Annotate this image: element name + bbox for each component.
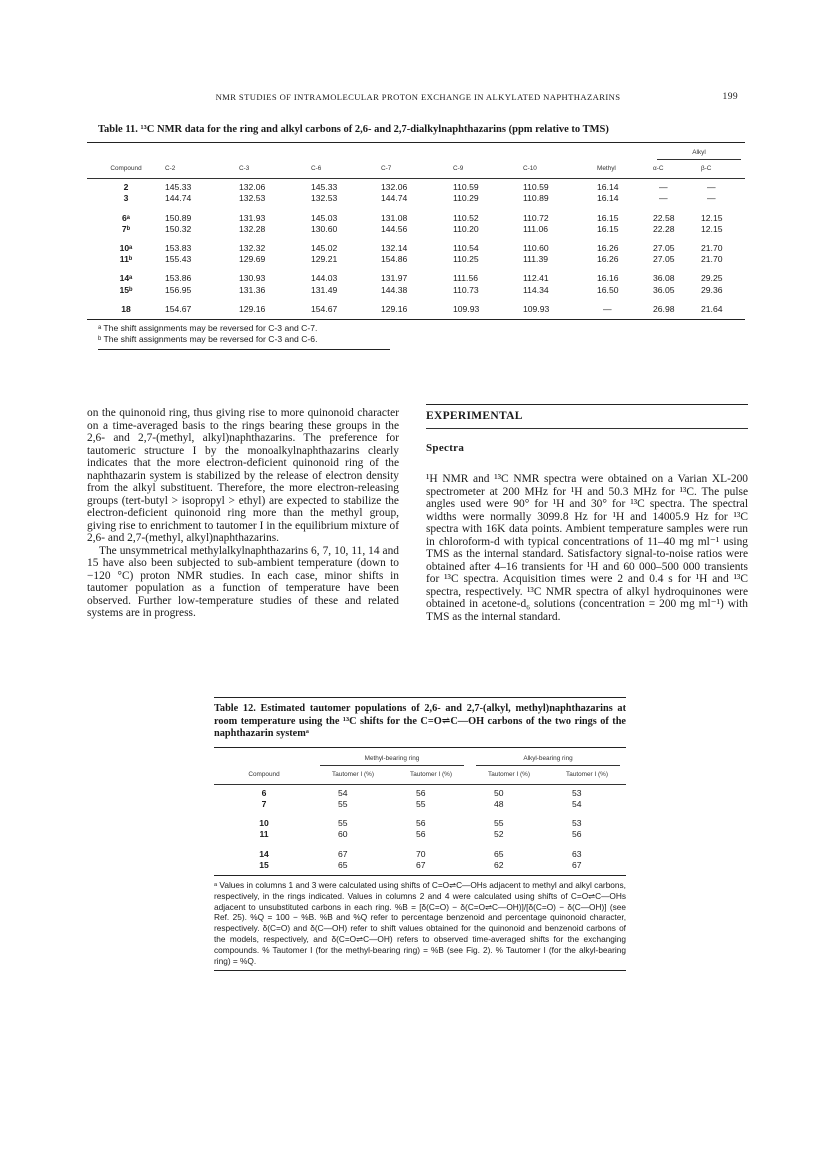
table-11-footnote-b: ᵇ The shift assignments may be reversed for C-3 and C-6.: [98, 334, 318, 345]
value-cell: 16.26: [597, 243, 619, 254]
table-row: [87, 193, 745, 204]
value-cell: 144.74: [381, 193, 408, 204]
value-cell: 131.97: [381, 273, 408, 284]
table-11-bottom-rule: [87, 319, 745, 320]
value-cell: 150.32: [165, 223, 192, 234]
value-cell: —: [603, 303, 612, 314]
value-cell: —: [659, 193, 668, 204]
value-cell: 63: [572, 848, 582, 859]
value-cell: 154.67: [311, 303, 338, 314]
value-cell: 153.83: [165, 243, 192, 254]
value-cell: 16.14: [597, 193, 619, 204]
value-cell: 53: [572, 787, 582, 798]
value-cell: —: [659, 182, 668, 193]
table-12-column-rule: [214, 784, 626, 785]
value-cell: 56: [416, 818, 426, 829]
table-row: [214, 860, 626, 871]
value-cell: 131.08: [381, 212, 408, 223]
value-cell: 16.15: [597, 212, 619, 223]
value-cell: 27.05: [653, 243, 675, 254]
value-cell: 144.74: [165, 193, 192, 204]
experimental-bottom-rule: [426, 428, 748, 429]
value-cell: 132.06: [239, 182, 266, 193]
value-cell: 110.25: [453, 254, 479, 265]
compound-cell: 7ᵇ: [121, 223, 131, 234]
compound-cell: 6ᵃ: [121, 212, 131, 223]
compound-cell: 18: [121, 303, 131, 314]
alkyl-group-label: Alkyl: [692, 149, 706, 156]
section-title-experimental: EXPERIMENTAL: [426, 410, 523, 422]
value-cell: 150.89: [165, 212, 192, 223]
compound-cell: 11: [259, 829, 269, 840]
value-cell: 110.72: [523, 212, 549, 223]
value-cell: 21.64: [701, 303, 723, 314]
value-cell: 132.53: [239, 193, 266, 204]
value-cell: 145.33: [311, 182, 338, 193]
value-cell: 129.16: [381, 303, 408, 314]
value-cell: —: [707, 182, 716, 193]
table-row: [87, 182, 745, 193]
value-cell: 55: [338, 818, 348, 829]
table-12-bottom-rule: [214, 875, 626, 876]
value-cell: 54: [572, 798, 582, 809]
value-cell: 22.28: [653, 223, 675, 234]
value-cell: 109.93: [523, 303, 550, 314]
value-cell: 16.16: [597, 273, 619, 284]
value-cell: 110.89: [523, 193, 549, 204]
value-cell: 56: [572, 829, 582, 840]
value-cell: 153.86: [165, 273, 192, 284]
col-header-c9: C-9: [453, 165, 464, 172]
group-label-alkyl-ring: Alkyl-bearing ring: [523, 754, 573, 762]
table-row: [87, 254, 745, 265]
value-cell: 48: [494, 798, 504, 809]
compound-cell: 14ᵃ: [119, 273, 133, 284]
value-cell: 16.26: [597, 254, 619, 265]
right-column: [426, 404, 748, 623]
value-cell: 29.25: [701, 273, 723, 284]
table-row: [214, 829, 626, 840]
table-12-caption: Table 12. Estimated tautomer populations of 2,6- and 2,7-(alkyl, methyl)naphthazarins at room temperature using the ¹³C shifts for the C=O⇌C—OH carbons of the two rings of the naphthazarin systemᵃ: [214, 703, 626, 739]
table-12-top-rule: [214, 697, 626, 698]
value-cell: 62: [494, 859, 504, 870]
value-cell: 65: [338, 859, 348, 870]
value-cell: 67: [416, 859, 426, 870]
value-cell: 110.60: [523, 243, 549, 254]
left-paragraph-1: on the quinonoid ring, thus giving rise to more quinonoid character on a time-averaged basis to the rings bearing these groups in the 2,6- and 2,7-(methyl, alkyl)naphthazarins. The preference for tautomeric structure I by the monoalkylnaphthazarins clearly indicates that the more electron-deficient quinonoid ring of the naphthazarin system is stabilized by the release of electron density from the alkyl substituent. Therefore, the more electron-releasing groups (tert-butyl > isopropyl > ethyl) are expected to stabilize the electron-deficient quinonoid ring more than the methyl group, giving rise to enrichment to tautomer I in the equilibrium mixture of 2,6- and 2,7-(methyl, alkyl)naphthazarins.: [87, 407, 399, 544]
table-11: [87, 124, 745, 350]
value-cell: 111.06: [523, 223, 549, 234]
value-cell: 65: [494, 848, 504, 859]
table-row: [87, 304, 745, 315]
table-12-grid: [214, 748, 626, 871]
col-header-tautomer-3: Tautomer I (%): [488, 770, 530, 778]
compound-cell: 10ᵃ: [119, 243, 133, 254]
table-row: [87, 224, 745, 235]
table-row: [214, 849, 626, 860]
value-cell: 16.15: [597, 223, 619, 234]
value-cell: 111.56: [453, 273, 479, 284]
table-row: [87, 285, 745, 296]
col-header-tautomer-2: Tautomer I (%): [410, 770, 452, 778]
value-cell: 110.59: [453, 182, 479, 193]
value-cell: 145.33: [165, 182, 192, 193]
compound-cell: 2: [123, 182, 129, 193]
value-cell: 21.70: [701, 254, 723, 265]
col-header-tautomer-1: Tautomer I (%): [332, 770, 374, 778]
value-cell: 56: [416, 787, 426, 798]
value-cell: 50: [494, 787, 504, 798]
value-cell: 110.52: [453, 212, 479, 223]
table-12-footnote-rule: [214, 970, 626, 971]
table-row: [214, 788, 626, 799]
value-cell: 144.03: [311, 273, 338, 284]
left-column: [87, 407, 399, 620]
value-cell: 16.14: [597, 182, 619, 193]
col-header-c3: C-3: [239, 165, 250, 172]
value-cell: 144.38: [381, 284, 408, 295]
value-cell: 110.20: [453, 223, 479, 234]
value-cell: 110.29: [453, 193, 479, 204]
table-12-footnote: ᵃ Values in columns 1 and 3 were calculated using shifts of C=O⇌C—OHs adjacent to methyl and alkyl carbons, respectively, in the rings indicated. Values in columns 2 and 4 were calculated using shifts of C=O⇌C—OHs adjacent to unsubstituted carbons in each ring. %B = [δ(C=O) − δ(C=O⇌C—OH)]/[δ(C=O) − δ(C—OH)] (see Ref. 25). %Q = 100 − %B. %B and %Q refer to percentage benzenoid and percentage quinonoid character, respectively. δ(C=O) and δ(C—OH) refer to shift values obtained for the quinonoid and benzenoid carbons of the models, respectively, and δ(C=O⇌C—OH) refers to observed time-averaged shifts for the exchanging compounds. % Tautomer I (for the methyl-bearing ring) = %B (see Fig. 2). % Tautomer I (for the alkyl-bearing ring) = %Q.: [214, 879, 626, 966]
value-cell: 111.39: [523, 254, 549, 265]
col-header-c2: C-2: [165, 165, 176, 172]
value-cell: 129.69: [239, 254, 266, 265]
compound-cell: 7: [261, 798, 267, 809]
value-cell: 156.95: [165, 284, 192, 295]
table-row: [87, 243, 745, 254]
experimental-top-rule: [426, 404, 748, 405]
value-cell: 55: [494, 818, 504, 829]
compound-cell: 10: [259, 818, 269, 829]
page-number: 199: [722, 92, 738, 102]
col-header-tautomer-4: Tautomer I (%): [566, 770, 608, 778]
value-cell: 26.98: [653, 303, 675, 314]
col-header-methyl: Methyl: [597, 165, 616, 172]
value-cell: 129.16: [239, 303, 266, 314]
table-11-footnotes: [98, 323, 745, 345]
value-cell: 154.86: [381, 254, 408, 265]
value-cell: 67: [572, 859, 582, 870]
value-cell: 114.34: [523, 284, 549, 295]
compound-cell: 6: [261, 787, 267, 798]
subsection-title-spectra: Spectra: [426, 441, 465, 454]
value-cell: 21.70: [701, 243, 723, 254]
value-cell: 55: [338, 798, 348, 809]
value-cell: 52: [494, 829, 504, 840]
table-11-footnote-a: ᵃ The shift assignments may be reversed for C-3 and C-7.: [98, 323, 318, 334]
value-cell: —: [707, 193, 716, 204]
left-paragraph-2: The unsymmetrical methylalkylnaphthazarins 6, 7, 10, 11, 14 and 15 have also been subjected to sub-ambient temperature (down to −120 °C) proton NMR studies. In each case, minor shifts in tautomer population as a function of temperature have been observed. Further low-temperature studies of these and related systems are in progress.: [87, 544, 399, 619]
value-cell: 70: [416, 848, 426, 859]
running-title: NMR STUDIES OF INTRAMOLECULAR PROTON EXCHANGE IN ALKYLATED NAPHTHAZARINS: [215, 92, 621, 102]
value-cell: 54: [338, 787, 348, 798]
value-cell: 130.93: [239, 273, 266, 284]
value-cell: 155.43: [165, 254, 192, 265]
value-cell: 132.14: [381, 243, 408, 254]
value-cell: 53: [572, 818, 582, 829]
value-cell: 132.53: [311, 193, 338, 204]
value-cell: 55: [416, 798, 426, 809]
value-cell: 145.02: [311, 243, 338, 254]
value-cell: 60: [338, 829, 348, 840]
table-row: [214, 799, 626, 810]
compound-cell: 15: [259, 859, 269, 870]
value-cell: 22.58: [653, 212, 675, 223]
table-row: [87, 213, 745, 224]
value-cell: 132.06: [381, 182, 408, 193]
col-header-compound: Compound: [248, 770, 280, 778]
value-cell: 12.15: [701, 223, 723, 234]
col-header-compound: Compound: [110, 165, 142, 172]
value-cell: 29.36: [701, 284, 723, 295]
col-header-c6: C-6: [311, 165, 322, 172]
value-cell: 132.32: [239, 243, 266, 254]
value-cell: 129.21: [311, 254, 338, 265]
table-11-caption: Table 11. ¹³C NMR data for the ring and alkyl carbons of 2,6- and 2,7-dialkylnaphthazarins (ppm relative to TMS): [98, 124, 609, 135]
value-cell: 36.05: [653, 284, 675, 295]
value-cell: 112.41: [523, 273, 549, 284]
col-header-c7: C-7: [381, 165, 392, 172]
value-cell: 130.60: [311, 223, 338, 234]
col-header-c10: C-10: [523, 165, 537, 172]
value-cell: 144.56: [381, 223, 408, 234]
compound-cell: 14: [259, 848, 269, 859]
compound-cell: 11ᵇ: [119, 254, 133, 265]
table-11-footnote-rule: [98, 349, 390, 350]
value-cell: 145.03: [311, 212, 338, 223]
compound-cell: 15ᵇ: [119, 284, 133, 295]
value-cell: 67: [338, 848, 348, 859]
value-cell: 110.73: [453, 284, 479, 295]
col-header-alpha-c: α-C: [653, 165, 664, 172]
group-label-methyl-ring: Methyl-bearing ring: [364, 754, 420, 762]
value-cell: 131.36: [239, 284, 266, 295]
value-cell: 56: [416, 829, 426, 840]
value-cell: 131.49: [311, 284, 338, 295]
value-cell: 154.67: [165, 303, 192, 314]
table-12: [214, 697, 626, 971]
value-cell: 109.93: [453, 303, 480, 314]
value-cell: 27.05: [653, 254, 675, 265]
value-cell: 131.93: [239, 212, 266, 223]
compound-cell: 3: [123, 193, 129, 204]
value-cell: 36.08: [653, 273, 675, 284]
table-11-header-rule: [87, 178, 745, 179]
table-row: [214, 818, 626, 829]
value-cell: 16.50: [597, 284, 619, 295]
table-row: [87, 273, 745, 284]
value-cell: 12.15: [701, 212, 723, 223]
right-paragraph-1: ¹H NMR and ¹³C NMR spectra were obtained on a Varian XL-200 spectrometer at 200 MHz for ¹H and 50.3 MHz for ¹³C. The pulse angles used were 90° for ¹H and 30° for ¹³C spectra. The spectral widths were normally 3099.8 Hz for ¹H and 14005.9 Hz for ¹³C spectra with 16K data points. Ambient temperature samples were run in chloroform-d with typical concentrations of 11–40 mg ml⁻¹ using TMS as the internal standard. Satisfactory signal-to-noise ratios were obtained after 4–16 transients for ¹H and 60 000–500 000 transients for ¹³C spectra. Acquisition times were 2 and 0.4 s for ¹H and ¹³C spectra, respectively. ¹³C NMR spectra of alkyl hydroquinones were obtained in acetone-d₆ solutions (concentration = 200 mg ml⁻¹) with TMS as the internal standard.: [426, 473, 748, 623]
value-cell: 132.28: [239, 223, 266, 234]
table-11-grid: [87, 143, 745, 315]
value-cell: 110.59: [523, 182, 549, 193]
value-cell: 110.54: [453, 243, 479, 254]
col-header-beta-c: β-C: [701, 165, 712, 172]
